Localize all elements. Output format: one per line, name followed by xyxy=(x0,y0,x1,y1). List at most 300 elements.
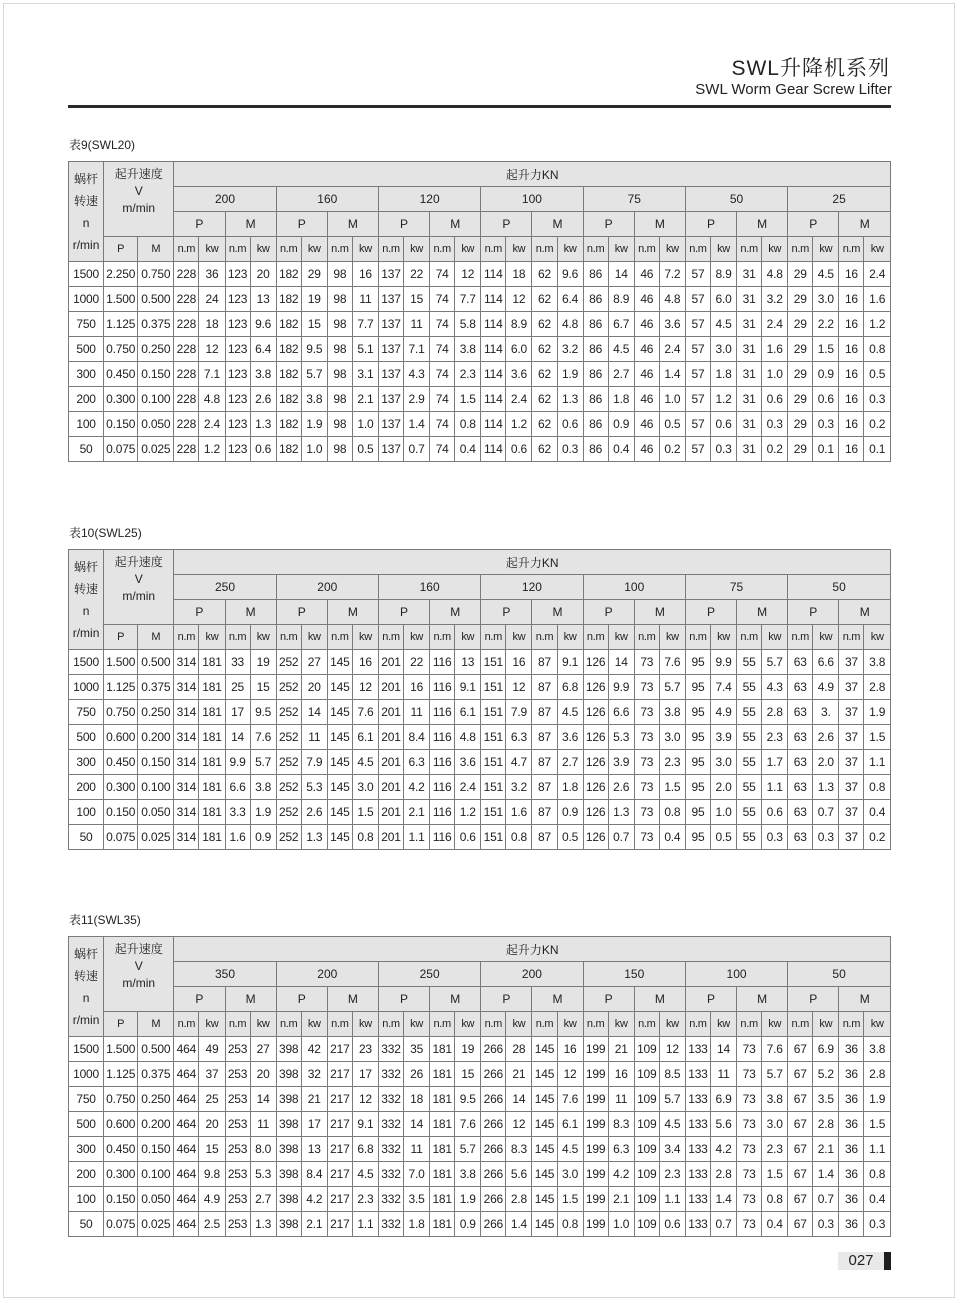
table-cell: 31 xyxy=(737,287,762,312)
table-cell: 46 xyxy=(634,387,659,412)
table-cell: 332 xyxy=(378,1037,403,1062)
table-cell: 1.9 xyxy=(455,1187,481,1212)
table-cell: 9.9 xyxy=(608,675,634,700)
table-cell: 87 xyxy=(532,725,557,750)
table-cell: 7.1 xyxy=(404,337,430,362)
table-cell: 0.5 xyxy=(352,437,378,462)
table-cell: 253 xyxy=(225,1037,250,1062)
table-cell: 4.5 xyxy=(710,312,736,337)
table-cell: 314 xyxy=(174,675,199,700)
table-cell: 7.4 xyxy=(710,675,736,700)
table-cell: 9.5 xyxy=(250,700,276,725)
table-cell: 5.7 xyxy=(301,362,327,387)
table-cell: 0.600 xyxy=(104,1112,138,1137)
table-cell: 266 xyxy=(481,1212,506,1237)
table-cell: 74 xyxy=(430,337,455,362)
table-cell: 137 xyxy=(378,387,403,412)
table-cell: 145 xyxy=(327,750,352,775)
table-cell: 0.8 xyxy=(762,1187,788,1212)
table-cell: 4.9 xyxy=(813,675,839,700)
table-cell: 0.7 xyxy=(608,825,634,850)
table-cell: 114 xyxy=(481,437,506,462)
table-cell: 3.0 xyxy=(352,775,378,800)
table-cell: 314 xyxy=(174,800,199,825)
table-cell: 1500 xyxy=(69,262,104,287)
table-cell: 126 xyxy=(583,675,608,700)
table-cell: 137 xyxy=(378,312,403,337)
table-cell: 2.0 xyxy=(813,750,839,775)
table-cell: 1.5 xyxy=(864,1112,891,1137)
table-cell: 151 xyxy=(481,700,506,725)
table-cell: 116 xyxy=(430,700,455,725)
table-cell: 19 xyxy=(301,287,327,312)
table-cell: 137 xyxy=(378,437,403,462)
capacity-header: 100 xyxy=(583,575,685,600)
table-cell: 123 xyxy=(225,337,250,362)
table-cell: 67 xyxy=(788,1162,813,1187)
table-cell: 25 xyxy=(199,1087,225,1112)
table-cell: 2.4 xyxy=(659,337,685,362)
table-cell: 6.9 xyxy=(710,1087,736,1112)
table-cell: 2.1 xyxy=(352,387,378,412)
unit-kw: kw xyxy=(455,1012,481,1037)
table-cell: 15 xyxy=(301,312,327,337)
table-cell: 29 xyxy=(788,287,813,312)
table-cell: 57 xyxy=(685,287,710,312)
unit-nm: n.m xyxy=(788,237,813,262)
table-cell: 200 xyxy=(69,1162,104,1187)
table-cell: 4.5 xyxy=(352,1162,378,1187)
table-cell: 145 xyxy=(532,1212,557,1237)
table-cell: 2.4 xyxy=(199,412,225,437)
table-cell: 6.6 xyxy=(813,650,839,675)
table-cell: 1500 xyxy=(69,650,104,675)
table-cell: 73 xyxy=(737,1037,762,1062)
table-cell: 126 xyxy=(583,825,608,850)
unit-kw: kw xyxy=(301,237,327,262)
unit-nm: n.m xyxy=(737,237,762,262)
unit-nm: n.m xyxy=(634,625,659,650)
table-cell: 14 xyxy=(506,1087,532,1112)
unit-nm: n.m xyxy=(481,625,506,650)
table-cell: 11 xyxy=(404,312,430,337)
unit-nm: n.m xyxy=(276,1012,301,1037)
table-cell: 0.6 xyxy=(557,412,583,437)
table-cell: 0.9 xyxy=(557,800,583,825)
table-cell: 0.8 xyxy=(659,800,685,825)
table-cell: 0.075 xyxy=(104,825,138,850)
table-cell: 0.025 xyxy=(138,437,174,462)
table-cell: 11 xyxy=(301,725,327,750)
table-cell: 228 xyxy=(174,287,199,312)
table-cell: 5.8 xyxy=(455,312,481,337)
table-cell: 0.300 xyxy=(104,387,138,412)
table-cell: 133 xyxy=(685,1037,710,1062)
table-cell: 4.8 xyxy=(199,387,225,412)
p-header: P xyxy=(378,212,429,237)
table-cell: 398 xyxy=(276,1162,301,1187)
table-cell: 14 xyxy=(225,725,250,750)
table-cell: 9.6 xyxy=(557,262,583,287)
table-cell: 182 xyxy=(276,312,301,337)
table-cell: 0.2 xyxy=(864,825,891,850)
table-cell: 464 xyxy=(174,1062,199,1087)
table-cell: 55 xyxy=(737,750,762,775)
table-cell: 123 xyxy=(225,412,250,437)
table-cell: 55 xyxy=(737,775,762,800)
table-cell: 151 xyxy=(481,800,506,825)
table-cell: 26 xyxy=(404,1062,430,1087)
table-cell: 3.8 xyxy=(864,650,891,675)
unit-kw: kw xyxy=(659,237,685,262)
table-cell: 1.4 xyxy=(813,1162,839,1187)
unit-kw: kw xyxy=(455,625,481,650)
table-cell: 0.4 xyxy=(864,1187,891,1212)
m-header: M xyxy=(225,987,276,1012)
table-cell: 12 xyxy=(352,1087,378,1112)
table-cell: 11 xyxy=(352,287,378,312)
table-cell: 98 xyxy=(327,262,352,287)
table-cell: 22 xyxy=(404,650,430,675)
table-cell: 1.8 xyxy=(710,362,736,387)
table-cell: 145 xyxy=(532,1162,557,1187)
table-cell: 0.8 xyxy=(455,412,481,437)
table-cell: 3.6 xyxy=(506,362,532,387)
table-cell: 0.9 xyxy=(455,1212,481,1237)
table-cell: 63 xyxy=(788,825,813,850)
unit-nm: n.m xyxy=(225,1012,250,1037)
table-cell: 0.4 xyxy=(608,437,634,462)
table-cell: 0.150 xyxy=(104,412,138,437)
unit-kw: kw xyxy=(608,1012,634,1037)
table-cell: 0.1 xyxy=(864,437,891,462)
table-cell: 25 xyxy=(225,675,250,700)
unit-kw: kw xyxy=(455,237,481,262)
unit-nm: n.m xyxy=(685,1012,710,1037)
table-cell: 0.750 xyxy=(138,262,174,287)
table-cell: 98 xyxy=(327,287,352,312)
table-cell: 37 xyxy=(839,725,864,750)
unit-nm: n.m xyxy=(174,237,199,262)
table-cell: 0.250 xyxy=(138,700,174,725)
table-cell: 95 xyxy=(685,725,710,750)
table-cell: 73 xyxy=(634,750,659,775)
table-cell: 2.0 xyxy=(710,775,736,800)
table-cell: 15 xyxy=(455,1062,481,1087)
table-cell: 4.3 xyxy=(404,362,430,387)
unit-nm: n.m xyxy=(481,1012,506,1037)
table-cell: 0.3 xyxy=(557,437,583,462)
table-cell: 3.8 xyxy=(864,1037,891,1062)
table-cell: 6.1 xyxy=(455,700,481,725)
table-cell: 0.6 xyxy=(250,437,276,462)
table-cell: 67 xyxy=(788,1062,813,1087)
table-cell: 0.6 xyxy=(659,1212,685,1237)
speed-p-header: P xyxy=(104,625,138,650)
unit-kw: kw xyxy=(710,237,736,262)
table-cell: 74 xyxy=(430,412,455,437)
table-cell: 50 xyxy=(69,437,104,462)
table-cell: 73 xyxy=(737,1062,762,1087)
table-cell: 73 xyxy=(737,1112,762,1137)
table-cell: 0.050 xyxy=(138,1187,174,1212)
capacity-header: 100 xyxy=(685,962,787,987)
m-header: M xyxy=(430,212,481,237)
table-cell: 266 xyxy=(481,1187,506,1212)
table-cell: 67 xyxy=(788,1137,813,1162)
table-cell: 6.0 xyxy=(710,287,736,312)
unit-kw: kw xyxy=(250,625,276,650)
table-cell: 2.3 xyxy=(762,725,788,750)
table-cell: 464 xyxy=(174,1137,199,1162)
p-header: P xyxy=(378,987,429,1012)
table-cell: 2.3 xyxy=(659,1162,685,1187)
table-cell: 7.7 xyxy=(352,312,378,337)
table-cell: 1.0 xyxy=(710,800,736,825)
table-cell: 31 xyxy=(737,262,762,287)
lift-force-header: 起升力KN xyxy=(174,937,891,962)
table-cell: 46 xyxy=(634,312,659,337)
table-cell: 0.6 xyxy=(813,387,839,412)
p-header: P xyxy=(685,212,736,237)
table-cell: 133 xyxy=(685,1112,710,1137)
unit-nm: n.m xyxy=(327,1012,352,1037)
table-cell: 63 xyxy=(788,800,813,825)
table-cell: 0.2 xyxy=(762,437,788,462)
table-cell: 133 xyxy=(685,1087,710,1112)
table-cell: 123 xyxy=(225,287,250,312)
table-cell: 0.3 xyxy=(864,1212,891,1237)
table-cell: 252 xyxy=(276,675,301,700)
table-cell: 11 xyxy=(404,1137,430,1162)
unit-kw: kw xyxy=(762,1012,788,1037)
table-cell: 145 xyxy=(327,800,352,825)
table-cell: 4.2 xyxy=(608,1162,634,1187)
table-cell: 29 xyxy=(788,312,813,337)
table-cell: 18 xyxy=(199,312,225,337)
table-cell: 37 xyxy=(839,675,864,700)
table-cell: 1.5 xyxy=(659,775,685,800)
unit-kw: kw xyxy=(557,237,583,262)
table-cell: 62 xyxy=(532,312,557,337)
table-cell: 0.100 xyxy=(138,1162,174,1187)
table-cell: 73 xyxy=(634,650,659,675)
table-cell: 87 xyxy=(532,775,557,800)
table-cell: 3.8 xyxy=(250,775,276,800)
table-cell: 1.2 xyxy=(506,412,532,437)
unit-nm: n.m xyxy=(174,1012,199,1037)
table-cell: 98 xyxy=(327,412,352,437)
table-row xyxy=(69,1112,891,1137)
capacity-header: 75 xyxy=(685,575,787,600)
table-row xyxy=(69,287,891,312)
m-header: M xyxy=(430,600,481,625)
table-cell: 182 xyxy=(276,362,301,387)
table-cell: 123 xyxy=(225,362,250,387)
table-cell: 3.8 xyxy=(455,337,481,362)
table-cell: 11 xyxy=(710,1062,736,1087)
table-cell: 4.8 xyxy=(455,725,481,750)
table-cell: 0.6 xyxy=(455,825,481,850)
table-cell: 182 xyxy=(276,337,301,362)
table-cell: 73 xyxy=(634,700,659,725)
table-cell: 98 xyxy=(327,387,352,412)
table-cell: 18 xyxy=(506,262,532,287)
table-cell: 3.1 xyxy=(352,362,378,387)
speed-m-header: M xyxy=(138,237,174,262)
table-cell: 46 xyxy=(634,362,659,387)
table-cell: 29 xyxy=(301,262,327,287)
table-cell: 12 xyxy=(557,1062,583,1087)
m-header: M xyxy=(634,212,685,237)
capacity-row xyxy=(69,187,891,212)
table-cell: 1.4 xyxy=(710,1187,736,1212)
table-cell: 1.1 xyxy=(864,1137,891,1162)
table-cell: 1.9 xyxy=(864,700,891,725)
table-cell: 31 xyxy=(737,362,762,387)
table-cell: 3.8 xyxy=(301,387,327,412)
table-cell: 57 xyxy=(685,312,710,337)
table-cell: 86 xyxy=(583,287,608,312)
table-cell: 2.4 xyxy=(455,775,481,800)
table-cell: 9.9 xyxy=(225,750,250,775)
p-header: P xyxy=(481,600,532,625)
table-cell: 1.6 xyxy=(506,800,532,825)
table-cell: 2.1 xyxy=(813,1137,839,1162)
table-cell: 181 xyxy=(430,1112,455,1137)
table-cell: 1.3 xyxy=(250,1212,276,1237)
table-cell: 0.7 xyxy=(813,1187,839,1212)
table-cell: 266 xyxy=(481,1037,506,1062)
p-header: P xyxy=(583,987,634,1012)
unit-kw: kw xyxy=(557,1012,583,1037)
p-header: P xyxy=(174,987,225,1012)
unit-kw: kw xyxy=(199,237,225,262)
table-cell: 0.5 xyxy=(557,825,583,850)
table-cell: 1.5 xyxy=(864,725,891,750)
table-cell: 398 xyxy=(276,1212,301,1237)
table-cell: 464 xyxy=(174,1087,199,1112)
capacity-header: 120 xyxy=(378,187,480,212)
rpm-header xyxy=(69,937,104,1037)
speed-m-header: M xyxy=(138,625,174,650)
unit-nm: n.m xyxy=(327,625,352,650)
table-cell: 74 xyxy=(430,287,455,312)
unit-kw: kw xyxy=(352,237,378,262)
table-cell: 0.300 xyxy=(104,775,138,800)
table-cell: 36 xyxy=(839,1112,864,1137)
table-cell: 2.3 xyxy=(762,1137,788,1162)
table-cell: 201 xyxy=(378,725,403,750)
table-cell: 109 xyxy=(634,1162,659,1187)
capacity-header: 50 xyxy=(788,962,891,987)
table-cell: 37 xyxy=(839,700,864,725)
table-cell: 1.0 xyxy=(762,362,788,387)
table-cell: 32 xyxy=(301,1062,327,1087)
pm-row xyxy=(69,987,891,1012)
table-cell: 199 xyxy=(583,1187,608,1212)
m-header: M xyxy=(225,600,276,625)
table-row xyxy=(69,362,891,387)
table-cell: 46 xyxy=(634,337,659,362)
table-cell: 6.8 xyxy=(557,675,583,700)
table-cell: 17 xyxy=(225,700,250,725)
table-cell: 4.9 xyxy=(199,1187,225,1212)
table-cell: 137 xyxy=(378,337,403,362)
table-cell: 0.8 xyxy=(864,1162,891,1187)
table-cell: 133 xyxy=(685,1137,710,1162)
table-cell: 0.250 xyxy=(138,337,174,362)
unit-kw: kw xyxy=(557,625,583,650)
table-cell: 37 xyxy=(839,750,864,775)
unit-nm: n.m xyxy=(174,625,199,650)
table-cell: 145 xyxy=(532,1112,557,1137)
table-cell: 252 xyxy=(276,825,301,850)
table-cell: 17 xyxy=(352,1062,378,1087)
table-cell: 67 xyxy=(788,1037,813,1062)
table-cell: 2.8 xyxy=(813,1112,839,1137)
table-cell: 0.375 xyxy=(138,675,174,700)
table-cell: 1.4 xyxy=(506,1212,532,1237)
table-cell: 2.8 xyxy=(710,1162,736,1187)
capacity-header: 200 xyxy=(276,575,378,600)
table-cell: 114 xyxy=(481,387,506,412)
table-cell: 252 xyxy=(276,700,301,725)
table-cell: 29 xyxy=(788,337,813,362)
table-cell: 36 xyxy=(839,1037,864,1062)
table-cell: 133 xyxy=(685,1212,710,1237)
unit-nm: n.m xyxy=(532,625,557,650)
table-cell: 0.3 xyxy=(813,825,839,850)
table-cell: 5.3 xyxy=(301,775,327,800)
table-cell: 133 xyxy=(685,1162,710,1187)
table-cell: 253 xyxy=(225,1212,250,1237)
table-cell: 73 xyxy=(737,1212,762,1237)
spec-table-swl35 xyxy=(68,936,891,1237)
table-cell: 46 xyxy=(634,262,659,287)
table-cell: 57 xyxy=(685,387,710,412)
table-cell: 7.9 xyxy=(301,750,327,775)
table-cell: 16 xyxy=(839,287,864,312)
table-cell: 37 xyxy=(199,1062,225,1087)
table-cell: 74 xyxy=(430,262,455,287)
table-cell: 1.125 xyxy=(104,675,138,700)
unit-row xyxy=(69,1012,891,1037)
table-cell: 74 xyxy=(430,437,455,462)
table-cell: 0.375 xyxy=(138,1062,174,1087)
table-cell: 29 xyxy=(788,437,813,462)
table-cell: 4.8 xyxy=(659,287,685,312)
table-cell: 137 xyxy=(378,262,403,287)
unit-nm: n.m xyxy=(430,625,455,650)
table-cell: 55 xyxy=(737,725,762,750)
table-cell: 2.4 xyxy=(762,312,788,337)
table-cell: 13 xyxy=(455,650,481,675)
table-cell: 0.5 xyxy=(710,825,736,850)
rpm-header-line: 蜗杆 xyxy=(74,171,99,186)
p-header: P xyxy=(788,212,839,237)
unit-kw: kw xyxy=(659,625,685,650)
unit-kw: kw xyxy=(813,1012,839,1037)
table-cell: 9.5 xyxy=(301,337,327,362)
m-header: M xyxy=(532,987,583,1012)
table-cell: 73 xyxy=(634,725,659,750)
table-cell: 181 xyxy=(199,675,225,700)
table-cell: 11 xyxy=(404,700,430,725)
table-cell: 21 xyxy=(301,1087,327,1112)
table-cell: 86 xyxy=(583,262,608,287)
table-cell: 87 xyxy=(532,750,557,775)
